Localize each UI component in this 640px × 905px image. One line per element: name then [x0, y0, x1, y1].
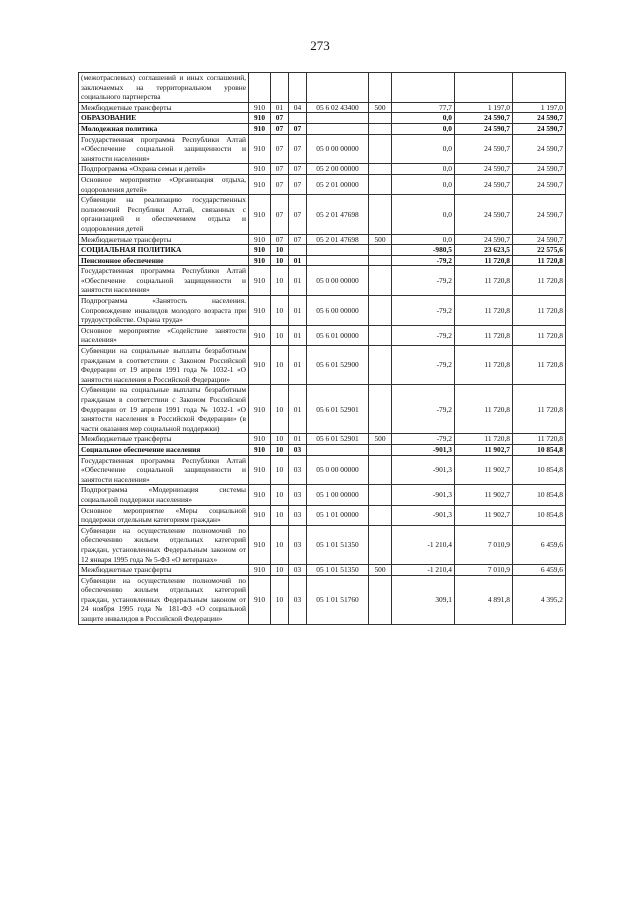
subsection-code: 01	[289, 434, 307, 445]
amount-change: -1 210,4	[392, 565, 455, 576]
section-code: 07	[271, 174, 289, 194]
target-article-code: 05 6 01 52900	[307, 346, 369, 385]
expense-type-code	[369, 485, 392, 505]
amount-year-2: 24 590,7	[455, 174, 513, 194]
subsection-code: 01	[289, 346, 307, 385]
section-code: 10	[271, 444, 289, 455]
expense-type-code: 500	[369, 434, 392, 445]
expense-type-code	[369, 455, 392, 485]
target-article-code: 05 2 00 00000	[307, 164, 369, 175]
row-name: Социальное обеспечение населения	[79, 444, 249, 455]
amount-change: 309,1	[392, 575, 455, 624]
amount-year-3	[513, 73, 566, 103]
amount-year-2	[455, 73, 513, 103]
amount-year-2: 11 720,8	[455, 325, 513, 345]
amount-year-2: 24 590,7	[455, 195, 513, 234]
amount-change	[392, 73, 455, 103]
amount-year-3: 10 854,8	[513, 485, 566, 505]
target-article-code: 05 1 01 51350	[307, 525, 369, 564]
section-code	[271, 73, 289, 103]
target-article-code: 05 1 01 51760	[307, 575, 369, 624]
table-row	[79, 164, 566, 175]
expense-type-code	[369, 255, 392, 266]
section-code: 10	[271, 575, 289, 624]
subsection-code: 03	[289, 575, 307, 624]
table-row	[79, 525, 566, 564]
amount-year-3: 11 720,8	[513, 325, 566, 345]
section-code: 01	[271, 102, 289, 113]
amount-year-3: 6 459,6	[513, 565, 566, 576]
expense-type-code	[369, 245, 392, 256]
amount-year-3: 10 854,8	[513, 455, 566, 485]
amount-year-3: 11 720,8	[513, 255, 566, 266]
amount-year-2: 11 902,7	[455, 444, 513, 455]
row-name: Межбюджетные трансферты	[79, 234, 249, 245]
subsection-code: 03	[289, 525, 307, 564]
expense-type-code	[369, 296, 392, 326]
table-row	[79, 102, 566, 113]
amount-change: -901,3	[392, 444, 455, 455]
grbs-code: 910	[249, 525, 271, 564]
expense-type-code	[369, 164, 392, 175]
target-article-code: 05 1 01 51350	[307, 565, 369, 576]
amount-change: -79,2	[392, 434, 455, 445]
table-row	[79, 296, 566, 326]
amount-year-2: 11 720,8	[455, 255, 513, 266]
table-row	[79, 325, 566, 345]
section-code: 07	[271, 195, 289, 234]
grbs-code: 910	[249, 455, 271, 485]
subsection-code: 07	[289, 164, 307, 175]
target-article-code: 05 6 01 52901	[307, 385, 369, 434]
subsection-code: 04	[289, 102, 307, 113]
expense-type-code: 500	[369, 102, 392, 113]
subsection-code: 07	[289, 234, 307, 245]
section-code: 10	[271, 266, 289, 296]
grbs-code: 910	[249, 102, 271, 113]
amount-change: -79,2	[392, 296, 455, 326]
table-row	[79, 434, 566, 445]
subsection-code: 01	[289, 266, 307, 296]
row-name: Субвенции на социальные выплаты безработным гражданам в соответствии с Законом Российской Федерации от 19 апреля 1991 года № 1032-1 «О занятости населения в Российской Федерации» (в части оказания мер социальной поддержки)	[79, 385, 249, 434]
row-name: Подпрограмма «Охрана семьи и детей»	[79, 164, 249, 175]
expense-type-code	[369, 444, 392, 455]
grbs-code: 910	[249, 325, 271, 345]
subsection-code	[289, 245, 307, 256]
subsection-code: 07	[289, 195, 307, 234]
expense-type-code	[369, 134, 392, 164]
amount-change: -79,2	[392, 266, 455, 296]
target-article-code: 05 0 00 00000	[307, 134, 369, 164]
table-body	[79, 73, 566, 625]
grbs-code: 910	[249, 164, 271, 175]
table-row	[79, 123, 566, 134]
row-name: Межбюджетные трансферты	[79, 565, 249, 576]
expense-type-code	[369, 266, 392, 296]
target-article-code	[307, 73, 369, 103]
subsection-code	[289, 73, 307, 103]
expense-type-code	[369, 174, 392, 194]
target-article-code	[307, 113, 369, 124]
row-name: Основное мероприятие «Содействие занятости населения»	[79, 325, 249, 345]
target-article-code: 05 6 01 52901	[307, 434, 369, 445]
row-name: Основное мероприятие «Меры социальной поддержки отдельным категориям граждан»	[79, 505, 249, 525]
grbs-code: 910	[249, 234, 271, 245]
section-code: 10	[271, 296, 289, 326]
table-row	[79, 195, 566, 234]
grbs-code: 910	[249, 113, 271, 124]
expense-type-code	[369, 195, 392, 234]
table-row	[79, 245, 566, 256]
amount-year-2: 7 010,9	[455, 525, 513, 564]
expense-type-code	[369, 325, 392, 345]
row-name: Подпрограмма «Занятость населения. Сопровождение инвалидов молодого возраста при трудоустройстве. Охрана труда»	[79, 296, 249, 326]
subsection-code: 03	[289, 485, 307, 505]
grbs-code: 910	[249, 296, 271, 326]
section-code: 10	[271, 245, 289, 256]
table-row	[79, 346, 566, 385]
section-code: 07	[271, 134, 289, 164]
table-row	[79, 444, 566, 455]
table-row	[79, 575, 566, 624]
expense-type-code	[369, 346, 392, 385]
expense-type-code	[369, 575, 392, 624]
amount-year-2: 11 720,8	[455, 385, 513, 434]
section-code: 10	[271, 346, 289, 385]
grbs-code: 910	[249, 434, 271, 445]
amount-year-2: 7 010,9	[455, 565, 513, 576]
amount-year-3: 11 720,8	[513, 385, 566, 434]
subsection-code: 01	[289, 255, 307, 266]
section-code: 07	[271, 234, 289, 245]
row-name: (межотраслевых) соглашений и иных соглашений, заключаемых на территориальном уровне социального партнерства	[79, 73, 249, 103]
section-code: 07	[271, 113, 289, 124]
subsection-code: 07	[289, 174, 307, 194]
subsection-code: 07	[289, 123, 307, 134]
row-name: Государственная программа Республики Алтай «Обеспечение социальной защищенности и занятости населения»	[79, 134, 249, 164]
amount-year-3: 4 395,2	[513, 575, 566, 624]
amount-change: -901,3	[392, 485, 455, 505]
table-row	[79, 234, 566, 245]
row-name: Субвенции на социальные выплаты безработным гражданам в соответствии с Законом Российской Федерации от 19 апреля 1991 года № 1032-1 «О занятости населения в Российской Федерации»	[79, 346, 249, 385]
amount-change: 77,7	[392, 102, 455, 113]
row-name: Межбюджетные трансферты	[79, 102, 249, 113]
amount-year-2: 4 891,8	[455, 575, 513, 624]
amount-year-2: 1 197,0	[455, 102, 513, 113]
target-article-code	[307, 444, 369, 455]
amount-year-3: 24 590,7	[513, 113, 566, 124]
table-row	[79, 385, 566, 434]
amount-year-3: 24 590,7	[513, 174, 566, 194]
table-row	[79, 73, 566, 103]
section-code: 10	[271, 525, 289, 564]
amount-change: -980,5	[392, 245, 455, 256]
grbs-code: 910	[249, 346, 271, 385]
section-code: 10	[271, 565, 289, 576]
table-row	[79, 565, 566, 576]
expense-type-code	[369, 385, 392, 434]
table-row	[79, 505, 566, 525]
amount-year-3: 11 720,8	[513, 346, 566, 385]
target-article-code: 05 2 01 47698	[307, 195, 369, 234]
subsection-code: 07	[289, 134, 307, 164]
grbs-code: 910	[249, 255, 271, 266]
section-code: 07	[271, 164, 289, 175]
grbs-code: 910	[249, 195, 271, 234]
amount-year-3: 11 720,8	[513, 434, 566, 445]
amount-year-3: 24 590,7	[513, 234, 566, 245]
grbs-code: 910	[249, 123, 271, 134]
target-article-code: 05 2 01 00000	[307, 174, 369, 194]
subsection-code: 01	[289, 385, 307, 434]
table-row	[79, 134, 566, 164]
row-name: Основное мероприятие «Организация отдыха, оздоровления детей»	[79, 174, 249, 194]
table-row	[79, 266, 566, 296]
expense-type-code	[369, 123, 392, 134]
amount-change: -79,2	[392, 385, 455, 434]
amount-year-2: 11 720,8	[455, 296, 513, 326]
section-code: 10	[271, 325, 289, 345]
amount-year-3: 24 590,7	[513, 123, 566, 134]
grbs-code	[249, 73, 271, 103]
amount-year-3: 11 720,8	[513, 296, 566, 326]
grbs-code: 910	[249, 134, 271, 164]
amount-year-2: 11 902,7	[455, 485, 513, 505]
amount-change: -79,2	[392, 325, 455, 345]
amount-year-3: 10 854,8	[513, 505, 566, 525]
amount-year-2: 23 623,5	[455, 245, 513, 256]
amount-year-3: 24 590,7	[513, 195, 566, 234]
target-article-code: 05 1 00 00000	[307, 485, 369, 505]
grbs-code: 910	[249, 245, 271, 256]
amount-year-2: 11 720,8	[455, 346, 513, 385]
row-name: Государственная программа Республики Алтай «Обеспечение социальной защищенности и занятости населения»	[79, 455, 249, 485]
section-code: 10	[271, 485, 289, 505]
row-name: ОБРАЗОВАНИЕ	[79, 113, 249, 124]
amount-year-2: 11 902,7	[455, 505, 513, 525]
grbs-code: 910	[249, 174, 271, 194]
amount-year-3: 6 459,6	[513, 525, 566, 564]
target-article-code: 05 6 00 00000	[307, 296, 369, 326]
target-article-code: 05 2 01 47698	[307, 234, 369, 245]
row-name: Пенсионное обеспечение	[79, 255, 249, 266]
amount-year-2: 11 720,8	[455, 434, 513, 445]
table-row	[79, 455, 566, 485]
amount-year-3: 1 197,0	[513, 102, 566, 113]
amount-change: -79,2	[392, 346, 455, 385]
grbs-code: 910	[249, 385, 271, 434]
budget-table	[78, 72, 566, 625]
table-row	[79, 255, 566, 266]
subsection-code: 03	[289, 565, 307, 576]
table-row	[79, 113, 566, 124]
amount-year-3: 11 720,8	[513, 266, 566, 296]
section-code: 10	[271, 255, 289, 266]
amount-change: 0,0	[392, 134, 455, 164]
subsection-code: 01	[289, 296, 307, 326]
amount-year-2: 11 902,7	[455, 455, 513, 485]
amount-year-3: 22 575,6	[513, 245, 566, 256]
section-code: 07	[271, 123, 289, 134]
table-row	[79, 485, 566, 505]
amount-change: -901,3	[392, 505, 455, 525]
amount-change: 0,0	[392, 113, 455, 124]
subsection-code	[289, 113, 307, 124]
amount-year-3: 10 854,8	[513, 444, 566, 455]
grbs-code: 910	[249, 266, 271, 296]
row-name: Подпрограмма «Модернизация системы социальной поддержки населения»	[79, 485, 249, 505]
amount-change: 0,0	[392, 164, 455, 175]
row-name: Субвенции на осуществление полномочий по обеспечению жильем отдельных категорий граждан, установленных Федеральным законом от 24 ноября 1995 года № 181-ФЗ «О социальной защите инвалидов в Российской Федерации»	[79, 575, 249, 624]
amount-year-2: 24 590,7	[455, 234, 513, 245]
expense-type-code: 500	[369, 234, 392, 245]
grbs-code: 910	[249, 485, 271, 505]
amount-year-3: 24 590,7	[513, 134, 566, 164]
subsection-code: 01	[289, 325, 307, 345]
target-article-code	[307, 245, 369, 256]
row-name: Субвенции на реализацию государственных полномочий Республики Алтай, связанных с организацией и обеспечением отдыха и оздоровления детей	[79, 195, 249, 234]
grbs-code: 910	[249, 575, 271, 624]
row-name: Государственная программа Республики Алтай «Обеспечение социальной защищенности и занятости населения»	[79, 266, 249, 296]
target-article-code: 05 6 02 43400	[307, 102, 369, 113]
expense-type-code	[369, 505, 392, 525]
subsection-code: 03	[289, 505, 307, 525]
grbs-code: 910	[249, 505, 271, 525]
page-number: 273	[310, 38, 330, 53]
row-name: Межбюджетные трансферты	[79, 434, 249, 445]
amount-change: -901,3	[392, 455, 455, 485]
expense-type-code	[369, 113, 392, 124]
amount-year-2: 24 590,7	[455, 164, 513, 175]
amount-year-3: 24 590,7	[513, 164, 566, 175]
amount-change: -79,2	[392, 255, 455, 266]
target-article-code: 05 1 01 00000	[307, 505, 369, 525]
amount-year-2: 11 720,8	[455, 266, 513, 296]
amount-change: 0,0	[392, 234, 455, 245]
amount-year-2: 24 590,7	[455, 123, 513, 134]
subsection-code: 03	[289, 444, 307, 455]
table-row	[79, 174, 566, 194]
grbs-code: 910	[249, 565, 271, 576]
amount-change: 0,0	[392, 123, 455, 134]
expense-type-code: 500	[369, 565, 392, 576]
target-article-code	[307, 123, 369, 134]
amount-change: -1 210,4	[392, 525, 455, 564]
row-name: Молодежная политика	[79, 123, 249, 134]
section-code: 10	[271, 455, 289, 485]
amount-year-2: 24 590,7	[455, 134, 513, 164]
row-name: Субвенции на осуществление полномочий по обеспечению жильем отдельных категорий граждан, установленных Федеральным законом от 12 января 1995 года № 5-ФЗ «О ветеранах»	[79, 525, 249, 564]
grbs-code: 910	[249, 444, 271, 455]
section-code: 10	[271, 385, 289, 434]
amount-year-2: 24 590,7	[455, 113, 513, 124]
target-article-code	[307, 255, 369, 266]
expense-type-code	[369, 73, 392, 103]
target-article-code: 05 0 00 00000	[307, 455, 369, 485]
section-code: 10	[271, 505, 289, 525]
expense-type-code	[369, 525, 392, 564]
amount-change: 0,0	[392, 174, 455, 194]
target-article-code: 05 0 00 00000	[307, 266, 369, 296]
amount-change: 0,0	[392, 195, 455, 234]
section-code: 10	[271, 434, 289, 445]
target-article-code: 05 6 01 00000	[307, 325, 369, 345]
row-name: СОЦИАЛЬНАЯ ПОЛИТИКА	[79, 245, 249, 256]
subsection-code: 03	[289, 455, 307, 485]
